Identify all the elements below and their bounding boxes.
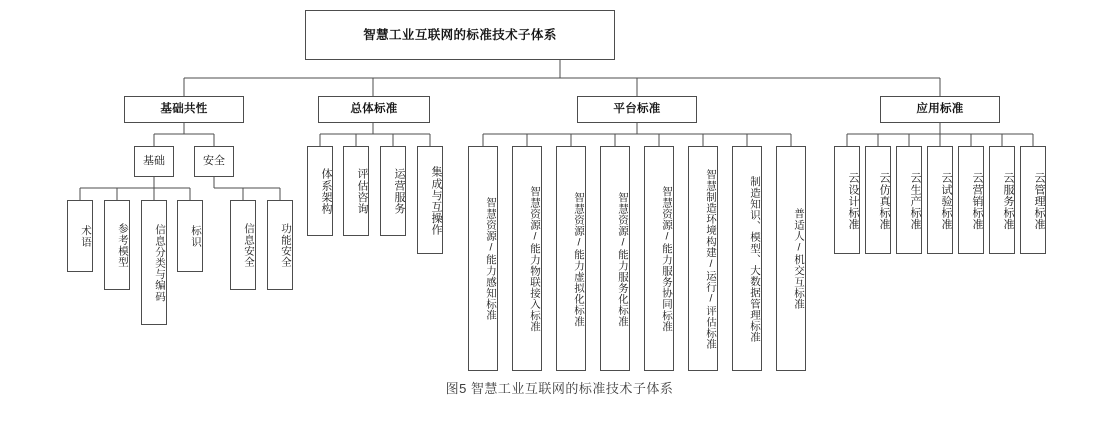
leaf-node-pingguzixun: 评估咨询 bbox=[343, 146, 369, 236]
leaf-node-pingtai-1: 智慧资源/能力感知标准 bbox=[468, 146, 498, 371]
leaf-node-pingtai-2: 智慧资源/能力物联接入标准 bbox=[512, 146, 542, 371]
leaf-node-xinxifenleiyubianma: 信息分类与编码 bbox=[141, 200, 167, 325]
leaf-node-yunshengchanbiaozhun: 云生产标准 bbox=[896, 146, 922, 254]
leaf-node-yunyingfuwu: 运营服务 bbox=[380, 146, 406, 236]
branch-node-jichugongxing: 基础共性 bbox=[124, 96, 244, 123]
branch-node-zongtibiaozhun: 总体标准 bbox=[318, 96, 430, 123]
leaf-node-yunfuwubiaozhun: 云服务标准 bbox=[989, 146, 1015, 254]
leaf-node-yunshejibiaozhun: 云设计标准 bbox=[834, 146, 860, 254]
branch-node-pingtaibiaozhun: 平台标准 bbox=[577, 96, 697, 123]
leaf-node-pingtai-5: 智慧资源/能力服务协同标准 bbox=[644, 146, 674, 371]
group-node-anquan: 安全 bbox=[194, 146, 234, 177]
root-node: 智慧工业互联网的标准技术子体系 bbox=[305, 10, 615, 60]
leaf-node-pingtai-7: 制造知识、模型、大数据管理标准 bbox=[732, 146, 762, 371]
leaf-node-biaoshi: 标识 bbox=[177, 200, 203, 272]
leaf-node-tixijiagou: 体系架构 bbox=[307, 146, 333, 236]
leaf-node-gongnenganquan: 功能安全 bbox=[267, 200, 293, 290]
leaf-node-cankaomoxing: 参考模型 bbox=[104, 200, 130, 290]
leaf-node-pingtai-3: 智慧资源/能力虚拟化标准 bbox=[556, 146, 586, 371]
group-node-jichu: 基础 bbox=[134, 146, 174, 177]
leaf-node-yunfangzhenbiaozhun: 云仿真标准 bbox=[865, 146, 891, 254]
leaf-node-yunyingxiaobiaozhun: 云营销标准 bbox=[958, 146, 984, 254]
leaf-node-yunshiyanbiaozhun: 云试验标准 bbox=[927, 146, 953, 254]
leaf-node-pingtai-8: 普适人/机交互标准 bbox=[776, 146, 806, 371]
branch-node-yingyongbiaozhun: 应用标准 bbox=[880, 96, 1000, 123]
leaf-node-pingtai-6: 智慧制造环境构建/运行/评估标准 bbox=[688, 146, 718, 371]
leaf-node-pingtai-4: 智慧资源/能力服务化标准 bbox=[600, 146, 630, 371]
figure-caption: 图5 智慧工业互联网的标准技术子体系 bbox=[445, 381, 674, 396]
leaf-node-jichengyuhucaozuo: 集成与互操作 bbox=[417, 146, 443, 254]
leaf-node-yunguanlibiaozhun: 云管理标准 bbox=[1020, 146, 1046, 254]
leaf-node-shuyu: 术语 bbox=[67, 200, 93, 272]
leaf-node-xinxianquan: 信息安全 bbox=[230, 200, 256, 290]
